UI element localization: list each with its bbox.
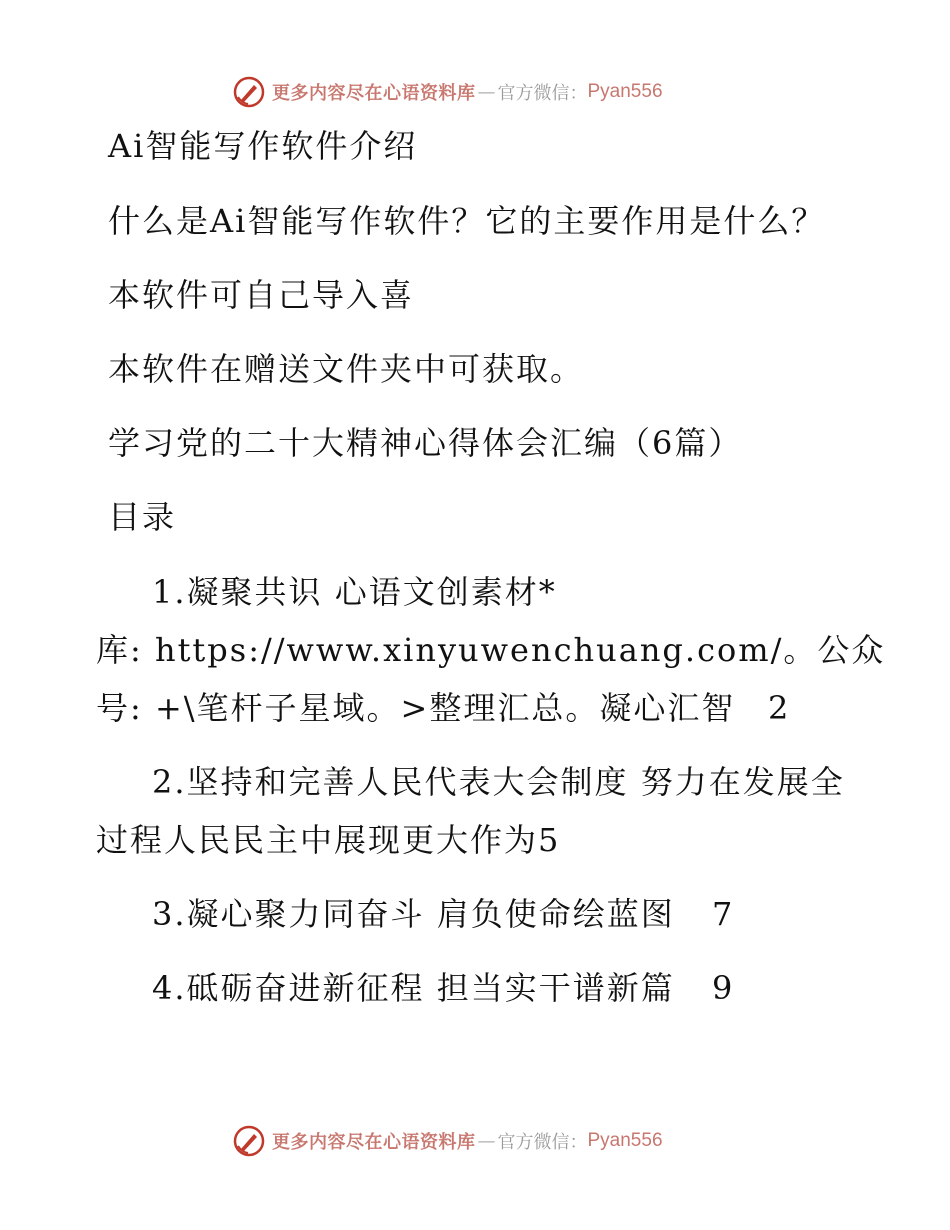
import-line: 本软件可自己导入喜 bbox=[108, 276, 415, 314]
toc-item-2-line-1: 2.坚持和完善人民代表大会制度 努力在发展全 bbox=[152, 763, 845, 801]
toc-heading: 目录 bbox=[108, 498, 177, 536]
toc-item-1-page: 2 bbox=[768, 689, 789, 727]
watermark-official: 官方微信： bbox=[497, 1132, 588, 1153]
toc-item-2-line-2: 过程人民民主中展现更大作为5 bbox=[96, 821, 561, 859]
watermark-official: 官方微信： bbox=[497, 83, 588, 104]
toc-item-1-line-2: 库: https://www.xinyuwenchuang.com/。公众 bbox=[96, 631, 886, 669]
toc-item-1-line-1: 1.凝聚共识 心语文创素材* bbox=[152, 573, 557, 611]
question-line: 什么是Ai智能写作软件？它的主要作用是什么？ bbox=[108, 202, 826, 240]
toc-item-3: 3.凝心聚力同奋斗 肩负使命绘蓝图 bbox=[152, 895, 675, 933]
doc-title: Ai智能写作软件介绍 bbox=[108, 127, 418, 165]
pen-logo-icon bbox=[232, 75, 266, 109]
watermark-id: Pyan556 bbox=[587, 81, 663, 102]
toc-item-4-page: 9 bbox=[712, 969, 733, 1007]
pen-logo-icon bbox=[232, 1124, 266, 1158]
watermark-id: Pyan556 bbox=[587, 1130, 663, 1151]
toc-item-3-page: 7 bbox=[712, 895, 733, 933]
watermark-dash: — bbox=[477, 81, 496, 103]
watermark-dash: — bbox=[477, 1130, 496, 1152]
toc-item-4: 4.砥砺奋进新征程 担当实干谱新篇 bbox=[152, 969, 675, 1007]
collection-heading: 学习党的二十大精神心得体会汇编（6篇） bbox=[108, 424, 743, 462]
toc-item-1-line-3: 号: +\笔杆子星域。>整理汇总。凝心汇智 bbox=[96, 689, 736, 727]
header-watermark bbox=[232, 72, 663, 112]
footer-watermark bbox=[232, 1121, 663, 1161]
watermark-text: 更多内容尽在心语资料库 bbox=[272, 83, 476, 104]
obtain-line: 本软件在赠送文件夹中可获取。 bbox=[108, 350, 585, 388]
watermark-text: 更多内容尽在心语资料库 bbox=[272, 1132, 476, 1153]
